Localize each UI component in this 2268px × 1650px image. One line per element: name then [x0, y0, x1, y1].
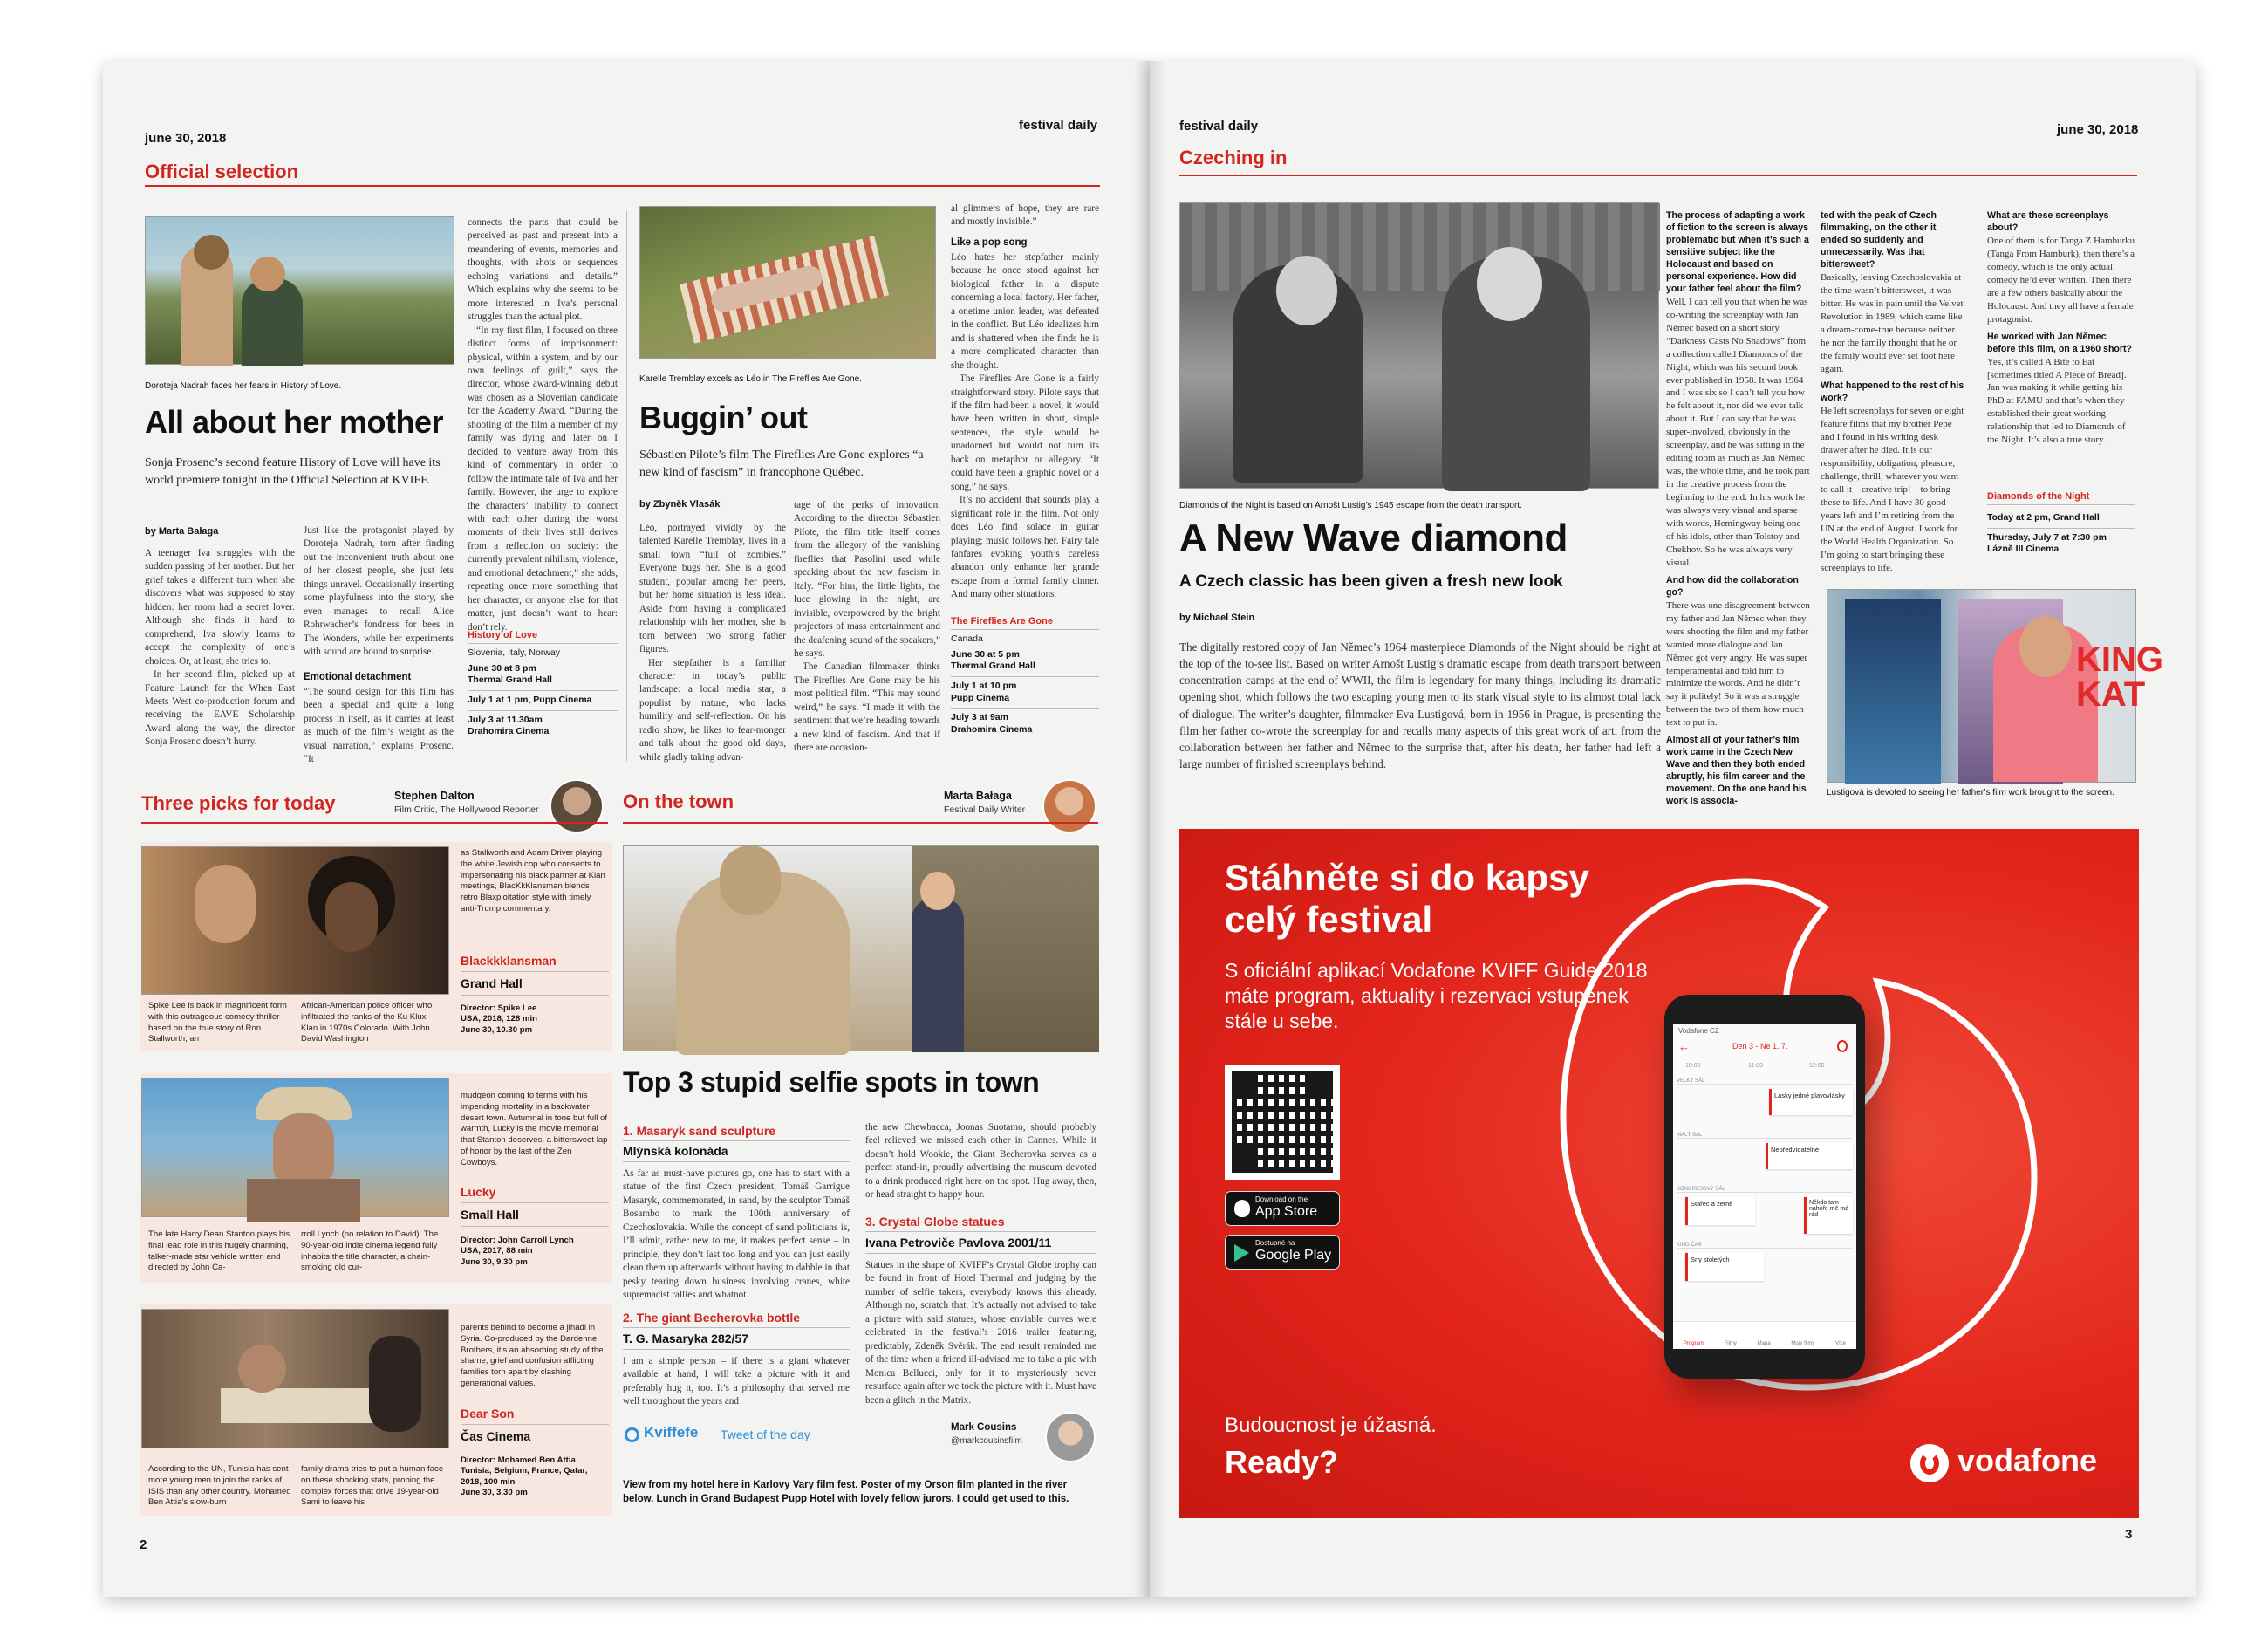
article2-col2: tage of the perks of innovation. According to the director Sébastien Pilote, the film title itself comes from the allegory of the vanishing fireflies that Pasolini used while speaking about the new fascism in Italy. “For him, the little lights, the luce glowing in the night, are invisible, overpowered by the bright projectors of mass entertainment and the deafening sound of the speakers,” he says. The Canadian filmmaker thinks The Fireflies Are Gone may be his most political film. “This may sound weird,” he says. “I made it with the sentiment that we’re heading towards a new kind of fascism. And that if there are occasion-: [794, 500, 940, 754]
screening-venue: Drahomira Cinema: [468, 726, 550, 737]
town-author: Marta Bałaga: [944, 790, 1012, 802]
play-small-text: Dostupné na: [1255, 1239, 1295, 1247]
divider: [461, 995, 609, 996]
tweet-author: Mark Cousins: [951, 1422, 1017, 1433]
town-author-role: Festival Daily Writer: [944, 804, 1026, 815]
pick2-meta: USA, 2017, 88 min: [461, 1246, 533, 1256]
lustigova-caption: Lustigová is devoted to seeing her father’s film work brought to the screen.: [1827, 788, 2114, 798]
screening-venue: Lázně III Cinema: [1987, 544, 2060, 555]
phone-date-range[interactable]: Den 3 - Ne 1. 7.: [1732, 1042, 1788, 1051]
qa-answer: There was one disagreement between my father and Jan Němec when they were shooting the film and my father wanted more dialogue and Jan Němec got very angry. He was super temperamental and told him to minimize the words. And he didn’t say it politely! So it was a struggle between the two of them how much text to put in.: [1666, 599, 1810, 729]
town-headline: Top 3 stupid selfie spots in town: [623, 1066, 1040, 1098]
screening-time: July 3 at 9am: [951, 712, 1008, 723]
right-date: june 30, 2018: [2057, 122, 2139, 137]
left-section-title: Official selection: [145, 161, 299, 182]
left-section-rule: [145, 185, 1100, 187]
ad-tagline: Budoucnost je úžasná.: [1225, 1414, 1437, 1437]
article2-col3: al glimmers of hope, they are rare and mostly invisible.”: [951, 203, 1099, 228]
dear-son-photo: [141, 1309, 449, 1448]
vodafone-wordmark: vodafone: [1957, 1442, 2098, 1478]
qa-column-3: [1987, 210, 2135, 490]
qa-answer: Yes, it’s called A Bite to Eat [sometimes titled A Piece of Bread]. Jan was making it while getting his PhD at FAMU and that’s when they established their great working relationship that led to Diamonds of the Night. It’s also a true story.: [1987, 356, 2127, 446]
article1-info-country: Slovenia, Italy, Norway: [468, 647, 561, 658]
picks-rule: [141, 822, 608, 824]
pick1-caption-b: African-American police officer who infiltrated the ranks of the Ku Klux Klan in 1970s Colorado. With John David Washington: [301, 1001, 433, 1044]
article2-info-title: The Fireflies Are Gone: [951, 616, 1099, 630]
phone-status: Vodafone CZ: [1678, 1027, 1719, 1035]
screening-time: Today at 2 pm, Grand Hall: [1987, 512, 2100, 523]
right-body: The digitally restored copy of Jan Němec’s 1964 masterpiece Diamonds of the Night should be right at the top of the to-see list. Based on writer Arnošt Lustig’s dramatic escape from death transport between concentration camps at the end of WWII, the film is legendary for many things, including its dramatic opening shot, which follows the two escaping young men to its stark visual style to its almost total lack of dialogue. The writer’s daughter, filmmaker Eva Lustigová, born in 1956 in Prague, is presenting the film her father co-wrote the screenplay for and recalls many aspects of this great work of art, from the collaboration between her father and Němec to the surprise that, after his death, her father had left a large number of finished screenplays behind.: [1179, 640, 1661, 770]
tweet-text: View from my hotel here in Karlovy Vary film fest. Poster of my Orson film planted in the river below. Lunch in Grand Budapest Pupp Hotel with lovely fellow jurors. I could get used to this.: [623, 1480, 1069, 1504]
article1-deck: Sonja Prosenc’s second feature History of Love will have its world premiere tonight in the Official Selection at KVIFF.: [145, 456, 441, 488]
pick1-time: June 30, 10.30 pm: [461, 1024, 533, 1035]
lucky-photo: [141, 1078, 449, 1217]
right-page-number: 3: [2125, 1527, 2133, 1542]
back-icon[interactable]: ←: [1678, 1040, 1690, 1053]
fireflies-photo: [639, 206, 936, 359]
pick1-meta: USA, 2018, 128 min: [461, 1014, 537, 1024]
article1-caption: Doroteja Nadrah faces her fears in History of Love.: [145, 381, 342, 391]
event-card[interactable]: Stařec a země: [1685, 1197, 1755, 1225]
history-of-love-photo: [145, 216, 454, 365]
screening-venue: Drahomira Cinema: [951, 723, 1033, 735]
profile-icon[interactable]: [1837, 1040, 1848, 1052]
qr-code-icon[interactable]: [1225, 1065, 1340, 1180]
tab-map[interactable]: Mapa: [1757, 1341, 1771, 1346]
right-headline: A New Wave diamond: [1179, 517, 1568, 559]
spot3-title: 3. Crystal Globe statues: [865, 1215, 1005, 1229]
tab-more[interactable]: Více: [1835, 1341, 1847, 1346]
ad-subline-1: S oficiální aplikací Vodafone KVIFF Guide 2018: [1225, 959, 1648, 982]
divider: [623, 1161, 850, 1162]
pick3-details: [461, 1455, 609, 1499]
pick3-title: Dear Son: [461, 1407, 515, 1421]
column-divider: [626, 211, 627, 761]
article2-info-box: [951, 616, 1099, 739]
article2-deck: Sébastien Pilote’s film The Fireflies Are Gone explores “a new kind of fascism” in francophone Québec.: [639, 448, 924, 480]
diamonds-caption: Diamonds of the Night is based on Arnošt Lustig’s 1945 escape from the death transport.: [1179, 501, 1522, 510]
screening-time: June 30 at 8 pm: [468, 662, 536, 674]
divider: [865, 1253, 1096, 1254]
lustigova-photo: [1827, 589, 2163, 783]
qa-question: Almost all of your father’s film work came in the Czech New Wave and then they both ended abruptly, his film career and the movement. On the one hand his work is associa-: [1666, 735, 1807, 807]
pick2-caption-b: rroll Lynch (no relation to David). The 90-year-old indie cinema legend fully inhabits the title character, a chain-smoking old cur-: [301, 1229, 439, 1273]
pick1-venue: Grand Hall: [461, 976, 523, 990]
play-text: Google Play: [1255, 1248, 1332, 1263]
phone-mockup: [1664, 995, 1865, 1379]
tab-my-films[interactable]: Moje filmy: [1791, 1341, 1815, 1346]
time-label: 12:00: [1809, 1063, 1825, 1069]
qa-question: What are these screenplays about?: [1987, 210, 2109, 233]
pick3-venue: Čas Cinema: [461, 1429, 531, 1443]
pick2-details: [461, 1236, 609, 1268]
town-col2-text: the new Chewbacca, Joonas Suotamo, should probably feel relieved we missed each other in Cannes. While it doesn’t hold Wookie, the Giant Becherovka serves as a perfect stand-in, proudly advertising the museum devoted to a drink produced right here on the spot. Hug away, then, or head straight to happy hour.: [865, 1122, 1096, 1201]
vodafone-logo-icon: [1910, 1444, 1949, 1482]
pick2-director: Director: John Carroll Lynch: [461, 1236, 574, 1245]
event-card[interactable]: Někdo tam nahoře mě má rád: [1804, 1197, 1853, 1234]
divider: [461, 1226, 609, 1227]
right-section-rule: [1179, 175, 2137, 176]
left-date: june 30, 2018: [145, 131, 227, 146]
phone-screen: [1673, 1024, 1856, 1349]
article2-caption: Karelle Tremblay excels as Léo in The Fireflies Are Gone.: [639, 374, 862, 384]
article1-info-title: History of Love: [468, 630, 618, 644]
qa-answer: Basically, leaving Czechoslovakia at the time wasn’t bittersweet, it was bitter. He was in pain until the Velvet Revolution in 1989, which came like a dream-come-true because neither he nor the family thought that he or the family would ever set foot here again.: [1821, 271, 1964, 374]
qa-question: And how did the collaboration go?: [1666, 574, 1799, 598]
pick3-caption-b: family drama tries to put a human face on these shocking stats, probing the complex forces that drive 19-year-old Sami to leave his: [301, 1464, 444, 1508]
article2-byline: by Zbyněk Vlasák: [639, 499, 721, 510]
picks-author: Stephen Dalton: [394, 790, 475, 802]
pick3-text: parents behind to become a jihadi in Syria. Co-produced by the Dardenne Brothers, it’s an absorbing study of the shame, grief and confusion afflicting families torn apart by clashing generational values.: [461, 1323, 604, 1388]
poster-lettering: KING KAT: [2076, 640, 2163, 714]
time-label: 10:00: [1685, 1063, 1701, 1069]
spot3-place: Ivana Petroviče Pavlova 2001/11: [865, 1236, 1052, 1249]
mark-cousins-avatar: [1045, 1412, 1096, 1462]
screening-time: June 30 at 5 pm: [951, 648, 1020, 660]
divider: [623, 1349, 850, 1350]
qa-answer: Well, I can tell you that when he was co-writing the screenplay with Jan Němec based on a short story “Darkness Casts No Shadows” from a collection called Diamonds of the Night, which was his second book ever published in 1958. It was 1964 and I was six so I can’t tell you how he felt about it, nor did we ever talk about it. But I can say that he was super-involved, obviously in the screenplay, and he was sitting in the editing room as much as Jan Němec was, the whole time, and he took part in the creative process from the beginning to the end. In his work he was always very visual and sparse with words, Hemingway being one of his idols, other than Tolstoy and Chekhov. So he was always very visual.: [1666, 296, 1810, 568]
article1-info-box: [468, 630, 618, 742]
article1-subhead: Emotional detachment: [304, 672, 412, 682]
tweet-label: Tweet of the day: [721, 1427, 810, 1441]
pick2-time: June 30, 9.30 pm: [461, 1256, 528, 1267]
spot2-place: T. G. Masaryka 282/57: [623, 1332, 748, 1345]
article1-byline: by Marta Bałaga: [145, 526, 219, 537]
pick1-title: Blackkklansman: [461, 954, 557, 968]
pick1-details: [461, 1003, 609, 1036]
town-section-title: On the town: [623, 791, 734, 812]
pick3-time: June 30, 3.30 pm: [461, 1488, 528, 1498]
google-play-icon: [1234, 1244, 1249, 1262]
article1-headline: All about her mother: [145, 404, 444, 440]
pick2-caption-a: The late Harry Dean Stanton plays his final lead role in this hugely charming, talker-made star vehicle written and directed by John Ca-: [148, 1229, 290, 1273]
spot1-title: 1. Masaryk sand sculpture: [623, 1124, 776, 1138]
pick3-meta: Tunisia, Belgium, France, Qatar, 2018, 100 min: [461, 1466, 588, 1487]
ad-subline-3: stále u sebe.: [1225, 1009, 1339, 1032]
app-store-badge[interactable]: [1225, 1191, 1340, 1226]
town-rule: [623, 822, 1098, 824]
right-info-title: Diamonds of the Night: [1987, 491, 2135, 505]
article1-col3: connects the parts that could be perceived as past and present into a meandering of events, memories and thoughts, with shots or sequences echoing variations and details.” Which explains why she seems to be more interested in Iva’s personal struggles than the actual plot. “In my first film, I focused on three distinct forms of imprisonment: physical, within a system, and by our own feelings of guilt,” says the director, whose award-winning debut was chosen as a Slovenian candidate for the Academy Award. “During the shooting of the film a member of my family was dying and later on I decided to venture away from this kind of commentary in order to follow the intimate tale of Iva and her family. However, the urge to explore the characters’ inability to connect with each other during the worst moments of their lives still derives from a reflection on society: the currently prevalent nihilism, violence, and emotional detachment,” she adds, repeating once more something that her character, or anyone else for that matter, just doesn’t want to hear: don’t rely.: [468, 217, 618, 633]
pick2-title: Lucky: [461, 1185, 496, 1199]
hall-label: VELKÝ SÁL: [1677, 1078, 1853, 1085]
marta-balaga-avatar: [1042, 779, 1096, 833]
qa-answer: He left screenplays for seven or eight feature films that my brother Pepe and I found in his writing desk drawer after he died. It is our responsibility, obligation, pleasure, challenge, thrill, whatever you want to call it – creative trip! – to bring these to life. And I have 30 good years left and I’m retiring from the UN at the end of August. I work for the World Health Organization. So I’m going to start bringing these screenplays to life.: [1821, 406, 1964, 573]
ad-headline-line1: Stáhněte si do kapsy: [1225, 857, 1589, 898]
right-section-title: Czeching in: [1179, 147, 1288, 168]
pick1-director: Director: Spike Lee: [461, 1003, 537, 1013]
article2-subhead: Like a pop song: [951, 237, 1028, 248]
tab-program[interactable]: Program: [1683, 1341, 1704, 1346]
qa-question: The process of adapting a work of fiction to the screen is always problematic but when it’s such a sensitive subject like the Holocaust and based on personal experience. How did your father feel about the film?: [1666, 210, 1809, 294]
qa-answer: One of them is for Tanga Z Hamburku (Tanga From Hamburk), then there’s a comedy, which is the only actual comedy he’d ever written. Then there are a few others basically about the Holocaust. And they all have a female protagonist.: [1987, 235, 2135, 325]
ad-headline-line2: celý festival: [1225, 899, 1433, 941]
blackkklansman-photo: [141, 846, 449, 995]
left-page-number: 2: [140, 1537, 147, 1552]
screening-venue: Thermal Grand Hall: [468, 674, 552, 686]
screening-time: July 1 at 1 pm, Pupp Cinema: [468, 694, 592, 705]
article1-col2b: “The sound design for this film has been a special and quite a long process in itself, as it carries at least as much of the film’s weight as the visual narration,” explains Prosenc. “It: [304, 687, 454, 765]
qa-question: He worked with Jan Němec before this film, on a 1960 short?: [1987, 331, 2133, 354]
article2-col1: Léo, portrayed vividly by the talented Karelle Tremblay, lives in a small town “full of zombies.” Everyone bugs her. She is a good student, popular among her peers, but her home situation is less ideal. Aside from having a complicated relationship with her mother, she is torn between two strong father figures. Her stepfather is a familiar character in today’s public landscape: a local media star, a populist by nature, who lacks humility and self-reflection. On his radio show, he likes to fear-monger and talk about the good old days, while gladly taking advan-: [639, 523, 786, 763]
picks-section-title: Three picks for today: [141, 792, 336, 814]
right-info-box: [1987, 491, 2135, 559]
tweet-brand: Kviffefe: [644, 1424, 699, 1441]
spot3-text: Statues in the shape of KVIFF’s Crystal Globe trophy can be found in front of Hotel Thermal and judging by the number of selfie takers, everybody knows this already. Although no, scratch that. It’s actually not advised to take a picture with said statues, whose enviable curves were celebrated in the festival’s 2016 trailer featuring, predictably, Zdeněk Svěrák. The end result reminded me of the time when a friend ill-advised me to take a pic with Monica Bellucci, only for it to mysteriously never resurface again after we took the picture with it. Must have been a glitch in the Matrix.: [865, 1260, 1096, 1406]
screening-time: July 3 at 11.30am: [468, 714, 543, 725]
phone-tab-bar: [1673, 1321, 1856, 1349]
spot1-place: Mlýnská kolonáda: [623, 1144, 728, 1158]
left-masthead: festival daily: [1019, 118, 1098, 133]
article2-headline: Buggin’ out: [639, 400, 808, 435]
hall-label: KONGRESOVÝ SÁL: [1677, 1187, 1853, 1193]
time-label: 11:00: [1748, 1063, 1763, 1069]
qa-question: What happened to the rest of his work?: [1821, 380, 1964, 404]
screening-time: Thursday, July 7 at 7:30 pm: [1987, 531, 2107, 543]
google-play-badge[interactable]: [1225, 1235, 1340, 1270]
pick3-caption-a: According to the UN, Tunisia has sent more young men to join the ranks of ISIS than any other country. Mohamed Ben Attia’s slow-burn: [148, 1464, 291, 1508]
right-byline: by Michael Stein: [1179, 613, 1255, 623]
event-card[interactable]: Nepředvídatelné: [1766, 1143, 1853, 1169]
event-card[interactable]: Sny stoletých: [1685, 1253, 1764, 1281]
right-deck: A Czech classic has been given a fresh new look: [1179, 572, 1563, 591]
divider: [623, 1140, 850, 1141]
twitter-bird-icon: [625, 1427, 639, 1442]
picks-author-role: Film Critic, The Hollywood Reporter: [394, 804, 539, 815]
divider: [461, 971, 609, 972]
divider: [865, 1231, 1096, 1232]
right-masthead: festival daily: [1179, 119, 1259, 134]
event-card[interactable]: Lásky jedné plavovlásky: [1769, 1089, 1853, 1115]
stephen-dalton-avatar: [550, 779, 604, 833]
ad-subline: [1225, 958, 1648, 1033]
article1-col2: Just like the protagonist played by Doroteja Nadrah, torn after finding out the inconvenient truth about one of her closest people, she just lets things unravel. Occasionally inserting some playfulness into the story, she even manages to recall Alice Rohrwacher’s fondness for bees in The Wonders, while her experiments with sound are bound to surprise.: [304, 525, 454, 658]
hall-label: KINO ČAS: [1677, 1243, 1853, 1249]
qa-question: ted with the peak of Czech filmmaking, on the other it ended so suddenly and unnecessarily. Was that bittersweet?: [1821, 210, 1937, 270]
apple-icon: [1234, 1200, 1250, 1217]
app-store-small-text: Download on the: [1255, 1195, 1308, 1203]
ad-subline-2: máte program, aktuality i rezervaci vstupenek: [1225, 983, 1629, 1007]
article1-col1: A teenager Iva struggles with the sudden passing of her mother. But her grief takes a different turn when she discovers what was supposed to stay hidden: her mom had a secret lover. Although she finds it hard to comprehend, Iva slowly learns to accept the complexity of one’s choices. Or, at least, she tries to. In her second film, picked up at Feature Launch for the When East Meets West co-production forum and receiving the EAVE Scholarship Award along the way, the director Sonja Prosenc doesn’t hurry.: [145, 548, 295, 748]
divider: [461, 1202, 609, 1203]
diamonds-photo: [1179, 202, 1659, 489]
divider: [623, 1327, 850, 1328]
pick2-text: mudgeon coming to terms with his impending mortality in a backwater desert town. Autumnal in tone but full of warmth, Lucky is the movie memorial that Stanton deserves, a bittersweet lap of honor by the last of the Zen Cowboys.: [461, 1091, 608, 1167]
screening-time: July 1 at 10 pm: [951, 680, 1017, 691]
tweet-handle: @markcousinsfilm: [951, 1436, 1022, 1446]
spot2-title: 2. The giant Becherovka bottle: [623, 1311, 801, 1325]
screening-venue: Thermal Grand Hall: [951, 661, 1035, 672]
spot2-text: I am a simple person – if there is a giant whatever available at hand, I will take a picture with it and preferably hug it, too. It’s a philosophy that served me well throughout the years and: [623, 1356, 850, 1407]
ad-headline: [1225, 857, 1589, 941]
ad-ready: Ready?: [1225, 1444, 1339, 1480]
divider: [461, 1424, 609, 1425]
pick3-director: Director: Mohamed Ben Attia: [461, 1455, 576, 1465]
sand-sculpture-photo: [623, 845, 1098, 1051]
pick1-caption-a: Spike Lee is back in magnificent form with this outrageous comedy thriller based on the true story of Ron Stallworth, an: [148, 1001, 287, 1044]
tab-films[interactable]: Filmy: [1724, 1341, 1737, 1346]
screening-venue: Pupp Cinema: [951, 692, 1010, 703]
qa-column-2: [1821, 210, 1964, 575]
spot1-text: As far as must-have pictures go, one has to start with a statue of the first Czech president, Tomáš Garrigue Masaryk, commemorated, in sand, by the sculptor Tomáš Bosambo to mark the 100th anniversary of Czechoslovakia. While the concept of sand politicians is, I’ll admit, rather new to me, it makes perfect sense – in principle, they don’t last too long and you can just easily clean them up afterwards without having to dabble in that pesky tearing down business involving cranes, white supremacist rallies and whatnot.: [623, 1168, 850, 1301]
article2-col3b: Léo hates her stepfather mainly because he once stood against her biological father in a dispute concerning a local factory. Her father, a onetime union leader, was defeated in the conflict. But Léo idealizes him and is shattered when she finds he is a more complicated character than she thought. The Fireflies Are Gone is a fairly straightforward story. Pilote says that if the film had been a novel, it would have been written in short, simple sentences, the style would be unadorned but would not turn its back on metaphor or allegory. “It could have been a graphic novel or a song,” he says. It’s no accident that sounds play a significant role in the film. Not only does Léo find solace in guitar playing; music follows her. Fairy tale fanfares evoking youth’s careless abandon only enhance her grande escape from a formal family dinner. And many other situations.: [951, 252, 1099, 600]
hall-label: MALÝ SÁL: [1677, 1133, 1853, 1139]
vodafone-ad: [1179, 829, 2139, 1518]
article2-info-country: Canada: [951, 633, 983, 644]
app-store-text: App Store: [1255, 1204, 1318, 1219]
pick1-text: as Stallworth and Adam Driver playing the white Jewish cop who consents to impersonating his black partner at Klan meetings, BlacKkKlansman blends retro Blaxploitation style with timely anti-Trump commentary.: [461, 848, 605, 914]
qa-column-1: [1666, 210, 1810, 807]
pick2-venue: Small Hall: [461, 1208, 519, 1222]
page-gutter: [1134, 61, 1165, 1597]
